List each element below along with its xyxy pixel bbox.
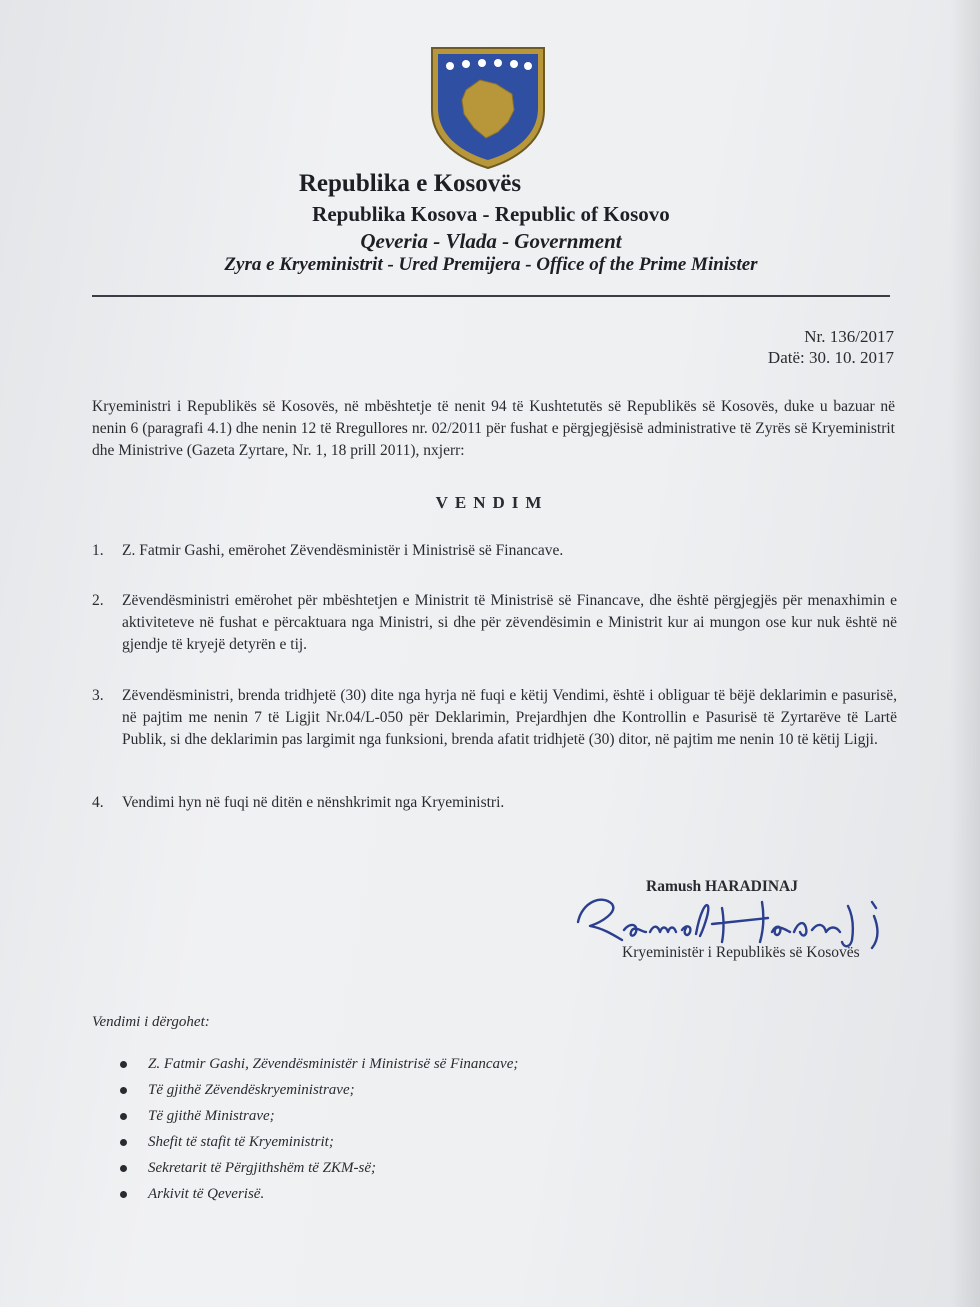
republic-subtitle: Republika Kosova - Republic of Kosovo bbox=[312, 202, 670, 226]
list-item bbox=[120, 1131, 518, 1157]
recipient-text: Të gjithë Ministrave; bbox=[148, 1108, 275, 1124]
bullet-icon bbox=[120, 1113, 127, 1120]
decision-item bbox=[92, 590, 897, 656]
recipient-list bbox=[120, 1053, 518, 1209]
bullet-icon bbox=[120, 1165, 127, 1172]
government-line: Qeveria - Vlada - Government bbox=[360, 229, 622, 253]
list-item bbox=[120, 1157, 518, 1183]
item-text: Vendimi hyn në fuqi në ditën e nënshkrimit nga Kryeministri. bbox=[122, 794, 505, 811]
office-line: Zyra e Kryeministrit - Ured Premijera - Office of the Prime Minister bbox=[224, 254, 758, 275]
list-item bbox=[120, 1183, 518, 1209]
decision-item bbox=[92, 540, 897, 562]
republic-title: Republika e Kosovës bbox=[298, 170, 522, 197]
handwritten-signature bbox=[572, 882, 902, 952]
bullet-icon bbox=[120, 1191, 127, 1198]
distribution-label: Vendimi i dërgohet: bbox=[92, 1014, 210, 1030]
signer-name: Ramush HARADINAJ bbox=[646, 878, 799, 895]
recipient-text: Z. Fatmir Gashi, Zëvendësministër i Ministrisë së Financave; bbox=[148, 1056, 519, 1072]
item-text: Zëvendësministri emërohet për mbështetjen e Ministrit të Ministrisë së Financave, dhe është përgjegjës për menaxhimin e aktiviteteve në fushat e përcaktuara nga Ministri, si dhe për zëvendësimin e Ministrit kur ai mungon ose kur nuk është në gjendje të kryejë detyrën e tij. bbox=[122, 592, 897, 653]
decision-item bbox=[92, 685, 897, 751]
signer-title: Kryeministër i Republikës së Kosovës bbox=[622, 944, 860, 961]
list-item bbox=[120, 1105, 518, 1131]
intro-paragraph: Kryeministri i Republikës së Kosovës, në mbështetje të nenit 94 të Kushtetutës së Republikës së Kosovës, duke u bazuar në nenin 6 (paragrafi 4.1) dhe nenin 12 të Rregullores nr. 02/2011 për fushat e përgjegjësisë administrative të Zyrës së Kryeministrit dhe Ministrive (Gazeta Zyrtare, Nr. 1, 18 prill 2011), nxjerr: bbox=[92, 398, 895, 459]
item-number: 4. bbox=[92, 794, 104, 811]
decision-item bbox=[92, 792, 897, 814]
document-date: Datë: 30. 10. 2017 bbox=[767, 348, 894, 367]
recipient-text: Sekretarit të Përgjithshëm të ZKM-së; bbox=[148, 1160, 377, 1176]
item-text: Z. Fatmir Gashi, emërohet Zëvendësministër i Ministrisë së Financave. bbox=[122, 542, 564, 559]
list-item bbox=[120, 1053, 518, 1079]
item-number: 2. bbox=[92, 592, 104, 609]
recipient-text: Arkivit të Qeverisë. bbox=[148, 1186, 265, 1202]
header-divider bbox=[92, 295, 890, 297]
bullet-icon bbox=[120, 1087, 127, 1094]
decision-title: VENDIM bbox=[435, 493, 549, 512]
recipient-text: Shefit të stafit të Kryeministrit; bbox=[148, 1134, 334, 1150]
item-number: 3. bbox=[92, 687, 104, 704]
recipient-text: Të gjithë Zëvendëskryeministrave; bbox=[148, 1082, 355, 1098]
document-number: Nr. 136/2017 bbox=[804, 327, 894, 346]
list-item bbox=[120, 1079, 518, 1105]
page-shadow bbox=[950, 0, 980, 1307]
item-text: Zëvendësministri, brenda tridhjetë (30) dite nga hyrja në fuqi e këtij Vendimi, është i obliguar të bëjë deklarimin e pasurisë, në pajtim me nenin 7 të Ligjit Nr.04/L-050 për Deklarimin, Prejardhjen dhe Kontrollin e Pasurisë të Zyrtarëve të Lartë Publik, si dhe deklarimin pas largimit nga funksioni, brenda afatit tridhjetë (30) ditor, në pajtim me nenin 10 të këtij Ligji. bbox=[122, 687, 897, 748]
bullet-icon bbox=[120, 1061, 127, 1068]
bullet-icon bbox=[120, 1139, 127, 1146]
coat-of-arms-icon bbox=[428, 44, 548, 170]
item-number: 1. bbox=[92, 542, 104, 559]
